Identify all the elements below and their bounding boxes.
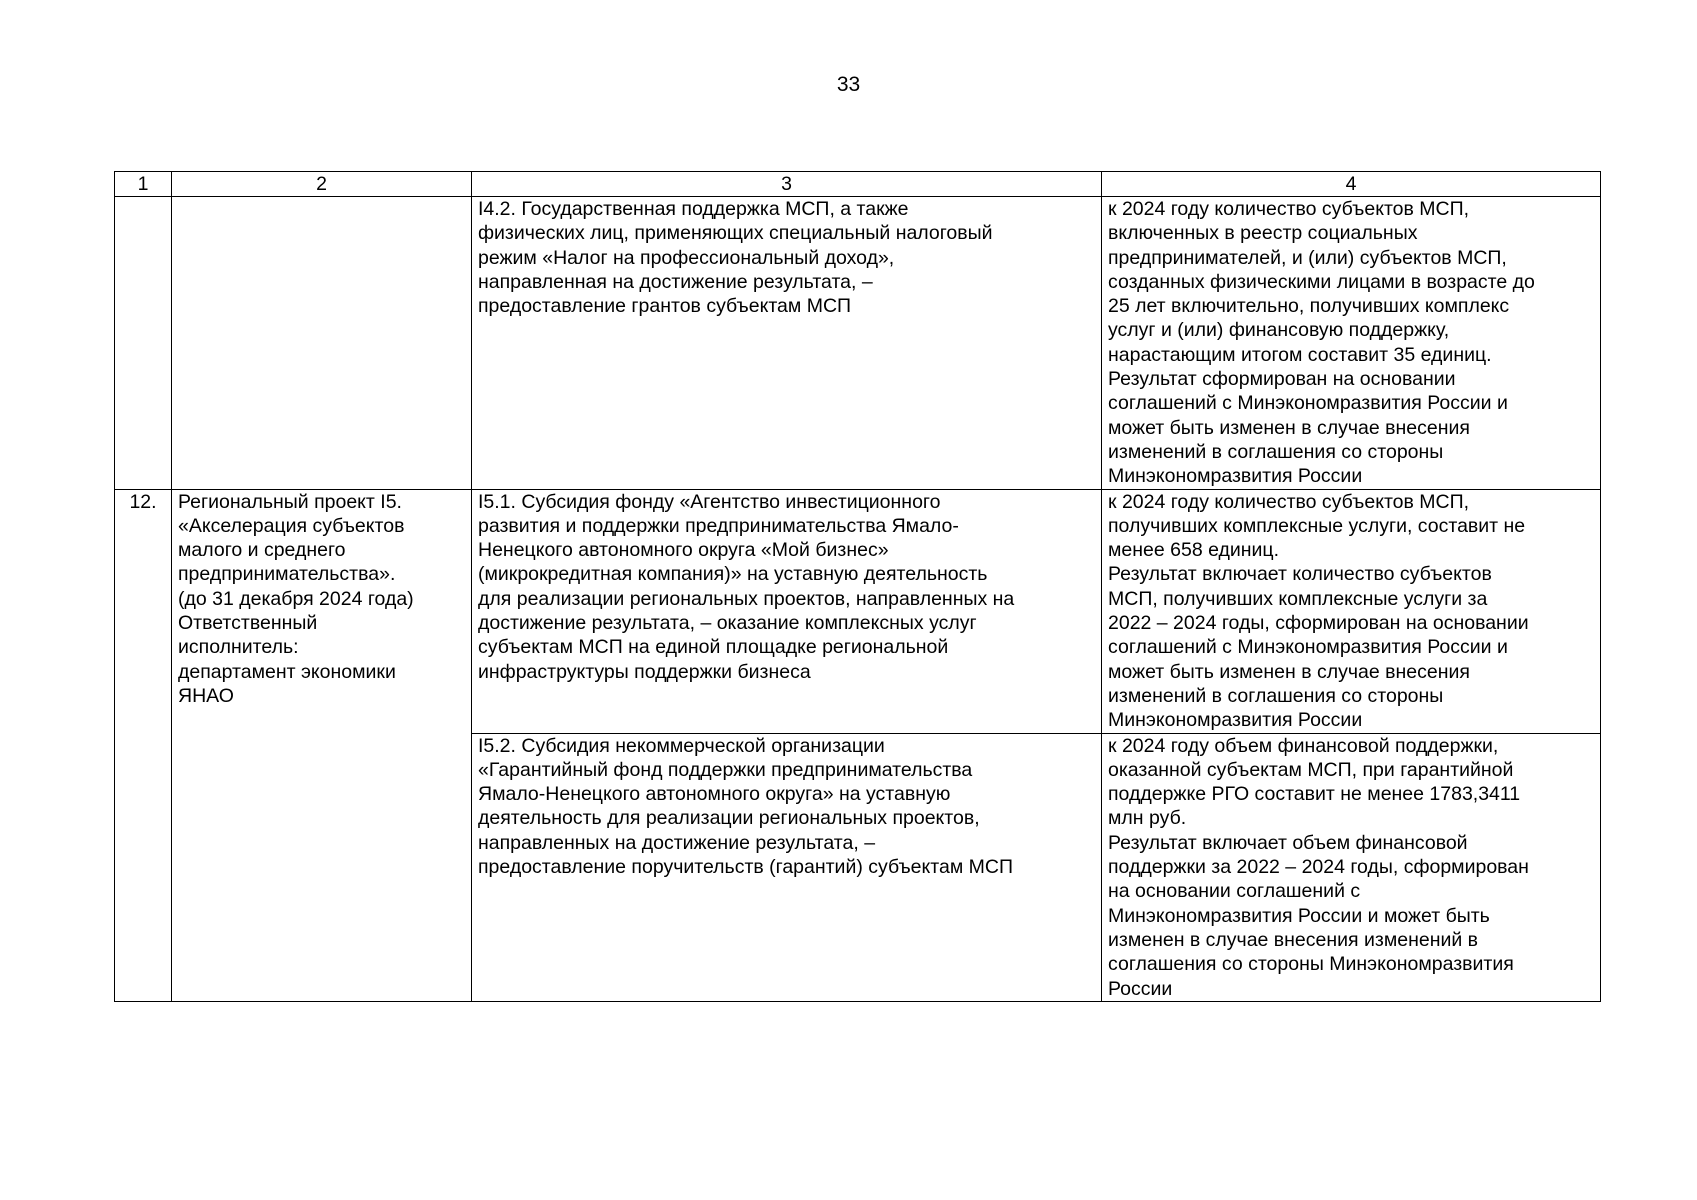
measure-text: I4.2. Государственная поддержка МСП, а также физических лиц, применяющих специальный налоговый режим «Налог на профессиональный доход», направленная на достижение результата, – предоставление грантов субъектам МСП <box>478 198 993 318</box>
project-cell <box>172 197 472 490</box>
result-text: к 2024 году количество субъектов МСП, получивших комплексные услуги, составит не менее 658 единиц. Результат включает количество субъектов МСП, получивших комплексные услуги за 2022 – 2024 годы, сформирован на основании соглашений с Минэкономразвития России и может быть изменен в случае внесения изменений в соглашения со стороны Минэкономразвития России <box>1108 490 1529 732</box>
row-number-cell <box>115 197 172 490</box>
measure-cell <box>472 733 1102 1001</box>
result-cell <box>1102 733 1601 1001</box>
table-header-row <box>115 172 1601 197</box>
result-cell <box>1102 489 1601 733</box>
project-cell <box>172 489 472 1001</box>
table-row <box>115 197 1601 490</box>
header-cell-3: 3 <box>472 172 1102 197</box>
measure-text: I5.2. Субсидия некоммерческой организации «Гарантийный фонд поддержки предпринимательства Ямало-Ненецкого автономного округа» на уставную деятельность для реализации региональных проектов, направленных на достижение результата, – предоставление поручительств (гарантий) субъектам МСП <box>478 734 1014 879</box>
project-text: Региональный проект I5. «Акселерация субъектов малого и среднего предпринимательства». (до 31 декабря 2024 года) Ответственный исполнитель: департамент экономики ЯНАО <box>178 490 414 707</box>
table-row <box>115 489 1601 733</box>
row-number-cell: 12. <box>115 489 172 1001</box>
page-number: 33 <box>836 73 861 96</box>
result-text: к 2024 году объем финансовой поддержки, оказанной субъектам МСП, при гарантийной поддержке РГО составит не менее 1783,3411 млн руб. Результат включает объем финансовой поддержки за 2022 – 2024 годы, сформирован на основании соглашений с Минэкономразвития России и может быть изменен в случае внесения изменений в соглашения со стороны Минэкономразвития России <box>1108 734 1529 1000</box>
measure-cell <box>472 197 1102 490</box>
result-cell <box>1102 197 1601 490</box>
measure-text: I5.1. Субсидия фонду «Агентство инвестиционного развития и поддержки предпринимательства Ямало- Ненецкого автономного округа «Мой бизнес» (микрокредитная компания)» на уставную деятельность для реализации региональных проектов, направленных на достижение результата, – оказание комплексных услуг субъектам МСП на единой площадке региональной инфраструктуры поддержки бизнеса <box>478 490 1015 683</box>
header-cell-1: 1 <box>115 172 172 197</box>
document-table <box>114 171 1601 1002</box>
header-cell-4: 4 <box>1102 172 1601 197</box>
header-cell-2: 2 <box>172 172 472 197</box>
measure-cell <box>472 489 1102 733</box>
result-text: к 2024 году количество субъектов МСП, включенных в реестр социальных предпринимателей, и (или) субъектов МСП, созданных физическими лицами в возрасте до 25 лет включительно, получивших комплекс услуг и (или) финансовую поддержку, нарастающим итогом составит 35 единиц. Результат сформирован на основании соглашений с Минэкономразвития России и может быть изменен в случае внесения изменений в соглашения со стороны Минэкономразвития России <box>1108 198 1535 488</box>
